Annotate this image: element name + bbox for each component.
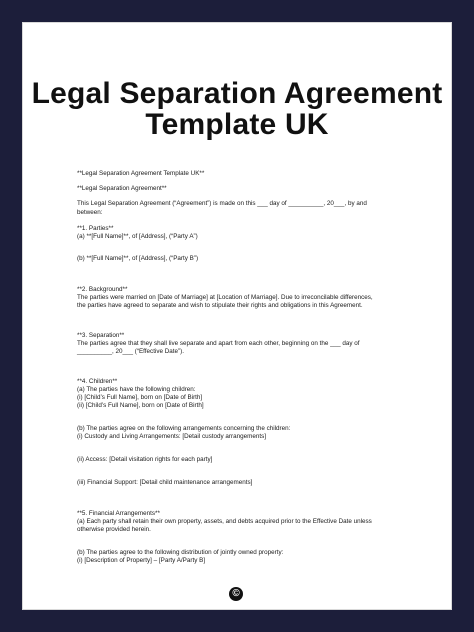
copyright-icon: © (229, 587, 243, 601)
doc-line: (b) The parties agree on the following arrangements concerning the children: (77, 425, 291, 432)
doc-line: (b) The parties agree to the following distribution of jointly owned property: (77, 549, 284, 556)
doc-line: (i) Custody and Living Arrangements: [Detail custody arrangements] (77, 433, 266, 440)
section-heading: **3. Separation** (77, 332, 125, 339)
doc-line: This Legal Separation Agreement (“Agreement”) is made on this ___ day of __________, 20___, by and (77, 200, 367, 207)
doc-line: (a) The parties have the following children: (77, 386, 196, 393)
doc-line: (b) **[Full Name]**, of [Address], (“Party B”) (77, 255, 199, 262)
doc-line: the parties have agreed to separate and wish to stipulate their rights and obligations in this Agreement. (77, 302, 363, 309)
title-line-1: Legal Separation Agreement (31, 77, 443, 110)
doc-line: between: (77, 209, 103, 216)
doc-line: **Legal Separation Agreement Template UK** (77, 170, 205, 177)
doc-line: (ii) Access: [Detail visitation rights for each party] (77, 456, 213, 463)
doc-line: The parties agree that they shall live separate and apart from each other, beginning on the ___ day of (77, 340, 360, 347)
doc-line: (i) [Description of Property] – [Party A/Party B] (77, 557, 206, 564)
doc-line: (ii) [Child’s Full Name], born on [Date of Birth] (77, 402, 204, 409)
doc-line: **Legal Separation Agreement** (77, 185, 167, 192)
doc-line: (a) Each party shall retain their own property, assets, and debts acquired prior to the Effective Date unless (77, 518, 372, 525)
section-heading: **1. Parties** (77, 225, 114, 232)
doc-line: otherwise provided herein. (77, 526, 151, 533)
doc-line: The parties were married on [Date of Marriage] at [Location of Marriage]. Due to irreconcilable differences, (77, 294, 373, 301)
doc-line: (i) [Child’s Full Name], born on [Date of Birth] (77, 394, 203, 401)
document-title (0, 78, 474, 140)
doc-line: (iii) Financial Support: [Detail child maintenance arrangements] (77, 479, 253, 486)
doc-line: (a) **[Full Name]**, of [Address], (“Party A”) (77, 233, 198, 240)
section-heading: **5. Financial Arrangements** (77, 510, 160, 517)
doc-line: __________, 20___ (“Effective Date”). (77, 348, 185, 355)
title-line-2: Template UK (145, 108, 329, 141)
section-heading: **2. Background** (77, 286, 128, 293)
section-heading: **4. Children** (77, 378, 118, 385)
